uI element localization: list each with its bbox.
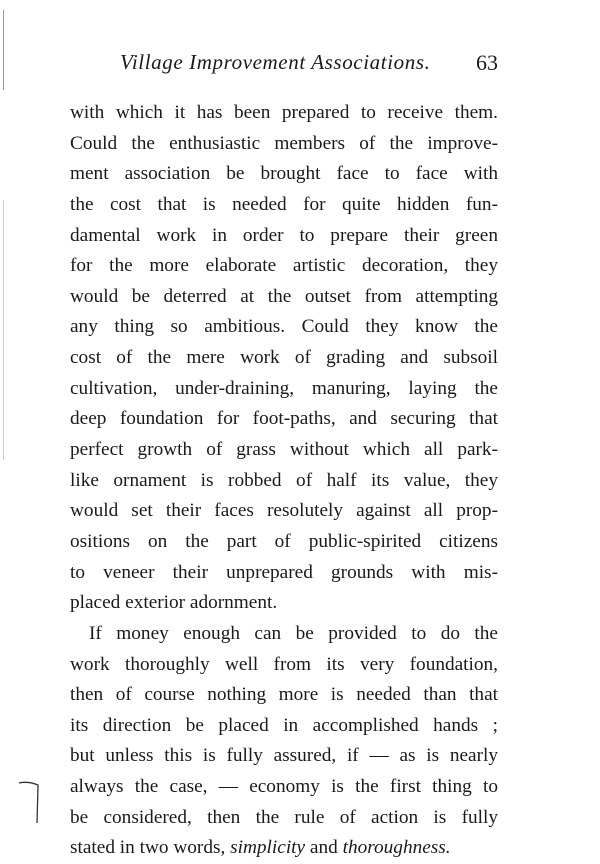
- text-line: to veneer their unprepared grounds with mis-: [70, 561, 498, 583]
- text-line: damental work in order to prepare their green: [70, 224, 498, 246]
- text-line: placed exterior adornment.: [70, 592, 278, 614]
- text-line: any thing so ambitious. Could they know the: [70, 316, 498, 338]
- page-header: [120, 50, 498, 80]
- text-line: its direction be placed in accomplished hands ;: [70, 714, 498, 736]
- text-line: like ornament is robbed of half its value, they: [70, 469, 498, 491]
- text-line: would be deterred at the outset from attempting: [70, 285, 498, 307]
- page-corner-mark: [18, 775, 40, 825]
- running-title: Village Improvement Associations.: [120, 50, 431, 74]
- text-line: would set their faces resolutely against all prop-: [70, 500, 498, 522]
- italic-term: thoroughness.: [342, 837, 451, 859]
- text-line: perfect growth of grass without which all park-: [70, 439, 498, 461]
- text-line: always the case, — economy is the first thing to: [70, 776, 498, 798]
- text-line: deep foundation for foot-paths, and securing that: [70, 408, 498, 430]
- body-text: [70, 98, 498, 864]
- text-line: cultivation, under-draining, manuring, laying the: [70, 377, 498, 399]
- text-line: the cost that is needed for quite hidden fun-: [70, 193, 498, 215]
- text-line: for the more elaborate artistic decoration, they: [70, 255, 498, 277]
- text-line: cost of the mere work of grading and subsoil: [70, 347, 498, 369]
- text-line: be considered, then the rule of action is fully: [70, 806, 498, 828]
- text-line: ositions on the part of public-spirited citizens: [70, 530, 498, 552]
- italic-term: simplicity: [230, 837, 306, 859]
- text-line: with which it has been prepared to receive them.: [70, 102, 498, 123]
- text-line-final: [70, 833, 498, 864]
- text-line: Could the enthusiastic members of the improve-: [70, 132, 498, 154]
- text-line: ment association be brought face to face with: [70, 163, 498, 185]
- text-span: stated in two words,: [70, 837, 231, 859]
- text-line: then of course nothing more is needed than that: [70, 684, 498, 706]
- scan-edge-mark: [3, 10, 4, 90]
- text-line: If money enough can be provided to do the: [89, 622, 498, 644]
- scan-edge-mark: [3, 200, 4, 460]
- text-span: and: [305, 837, 343, 859]
- text-line: work thoroughly well from its very foundation,: [70, 653, 498, 675]
- page-number: 63: [476, 50, 498, 75]
- text-line: but unless this is fully assured, if — as is nearly: [70, 745, 498, 767]
